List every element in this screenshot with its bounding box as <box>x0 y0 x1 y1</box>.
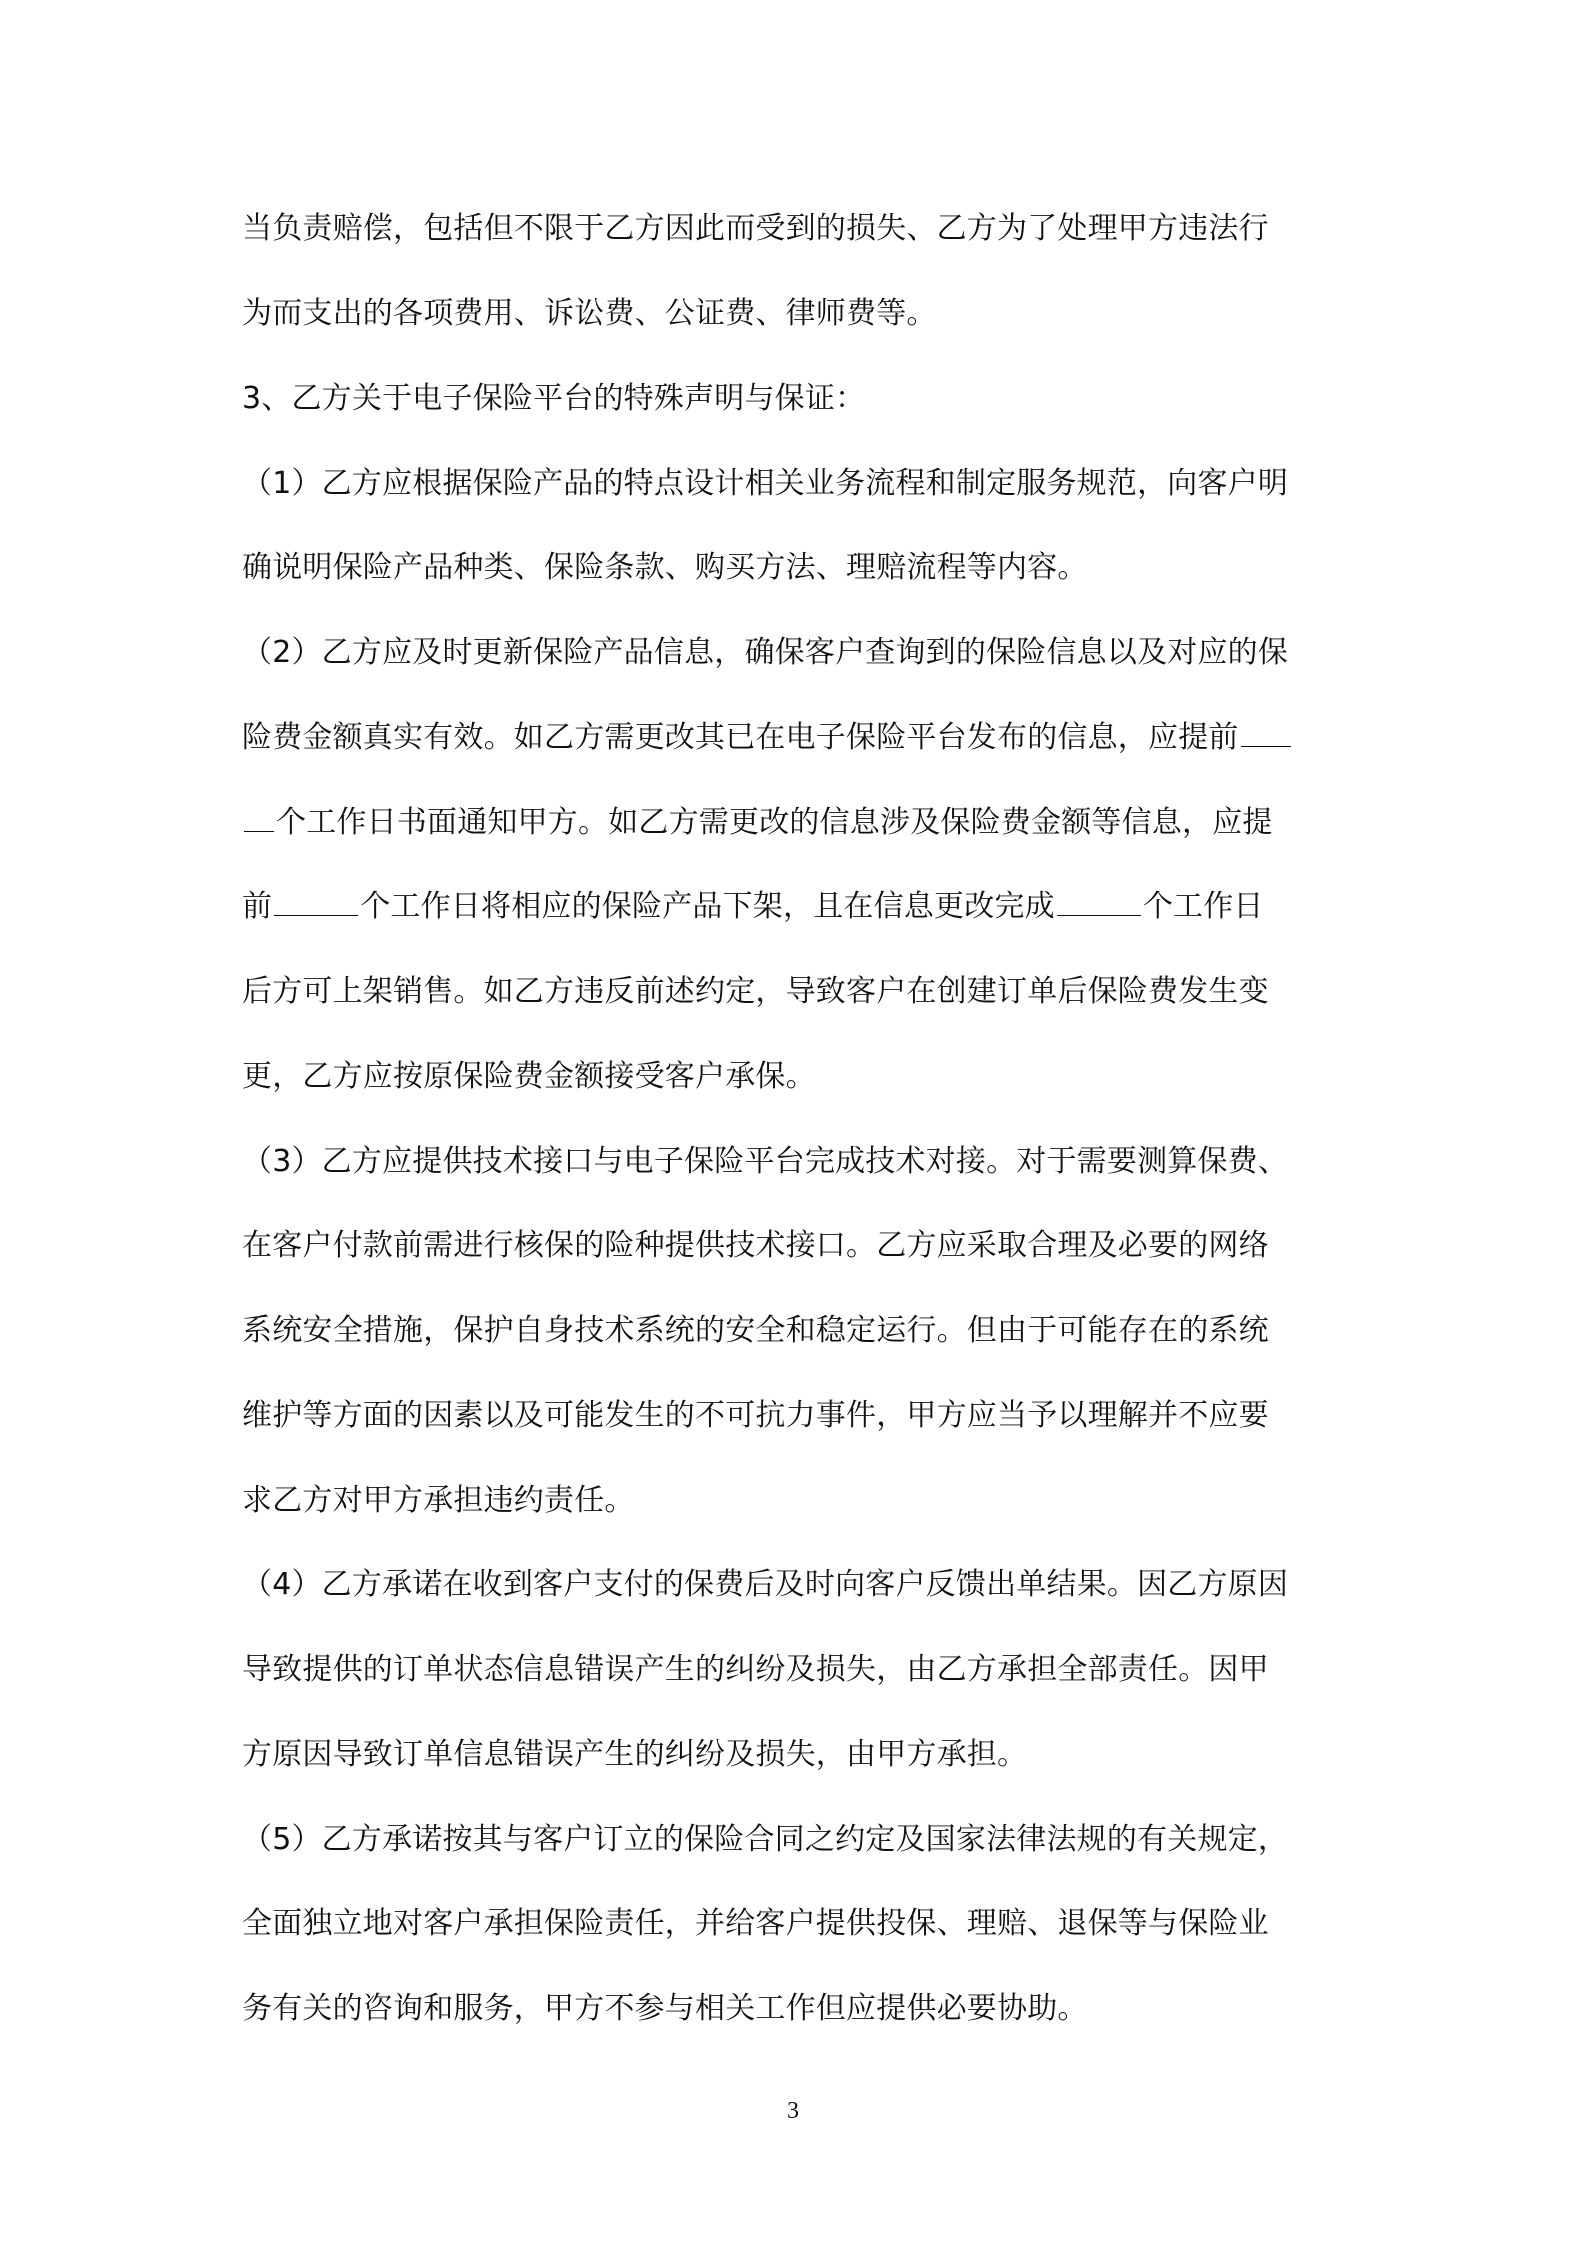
fill-in-blank[interactable] <box>1057 887 1141 916</box>
text-line-with-blank <box>242 803 1273 843</box>
text-segment: 个工作日 <box>1142 889 1264 924</box>
text-line: 导致提供的订单状态信息错误产生的纠纷及损失，由乙方承担全部责任。因甲 <box>242 1652 1269 1687</box>
text-segment: 个工作日书面通知甲方。如乙方需更改的信息涉及保险费金额等信息，应提 <box>276 805 1273 840</box>
text-segment: 个工作日将相应的保险产品下架，且在信息更改完成 <box>360 889 1055 924</box>
text-line-with-blank <box>242 718 1293 758</box>
text-line: 系统安全措施，保护自身技术系统的安全和稳定运行。但由于可能存在的系统 <box>242 1313 1269 1348</box>
text-line: 更，乙方应按原保险费金额接受客户承保。 <box>242 1059 816 1094</box>
text-line: （4）乙方承诺在收到客户支付的保费后及时向客户反馈出单结果。因乙方原因 <box>242 1567 1289 1602</box>
text-line: 全面独立地对客户承担保险责任，并给客户提供投保、理赔、退保等与保险业 <box>242 1906 1269 1941</box>
text-line: 为而支出的各项费用、诉讼费、公证费、律师费等。 <box>242 296 937 331</box>
fill-in-blank[interactable] <box>274 887 358 916</box>
text-segment: 险费金额真实有效。如乙方需更改其已在电子保险平台发布的信息，应提前 <box>242 720 1239 755</box>
text-line: 确说明保险产品种类、保险条款、购买方法、理赔流程等内容。 <box>242 550 1088 585</box>
text-line: 求乙方对甲方承担违约责任。 <box>242 1483 635 1518</box>
text-line: （1）乙方应根据保险产品的特点设计相关业务流程和制定服务规范，向客户明 <box>242 466 1289 501</box>
fill-in-blank[interactable] <box>244 803 274 832</box>
clause-heading: 3、乙方关于电子保险平台的特殊声明与保证： <box>242 381 866 416</box>
fill-in-blank[interactable] <box>1241 718 1291 747</box>
text-line: （2）乙方应及时更新保险产品信息，确保客户查询到的保险信息以及对应的保 <box>242 635 1289 670</box>
text-line: 当负责赔偿，包括但不限于乙方因此而受到的损失、乙方为了处理甲方违法行 <box>242 211 1269 246</box>
text-line: 后方可上架销售。如乙方违反前述约定，导致客户在创建订单后保险费发生变 <box>242 974 1269 1009</box>
text-line: 在客户付款前需进行核保的险种提供技术接口。乙方应采取合理及必要的网络 <box>242 1228 1269 1263</box>
text-line: （5）乙方承诺按其与客户订立的保险合同之约定及国家法律法规的有关规定， <box>242 1822 1289 1857</box>
text-line: 务有关的咨询和服务，甲方不参与相关工作但应提供必要协助。 <box>242 1991 1088 2026</box>
text-line: （3）乙方应提供技术接口与电子保险平台完成技术对接。对于需要测算保费、 <box>242 1144 1289 1179</box>
text-segment: 前 <box>242 889 273 924</box>
text-line: 方原因导致订单信息错误产生的纠纷及损失，由甲方承担。 <box>242 1737 1028 1772</box>
page-number: 3 <box>787 2098 799 2124</box>
text-line-with-blanks <box>242 887 1264 927</box>
text-line: 维护等方面的因素以及可能发生的不可抗力事件，甲方应当予以理解并不应要 <box>242 1398 1269 1433</box>
